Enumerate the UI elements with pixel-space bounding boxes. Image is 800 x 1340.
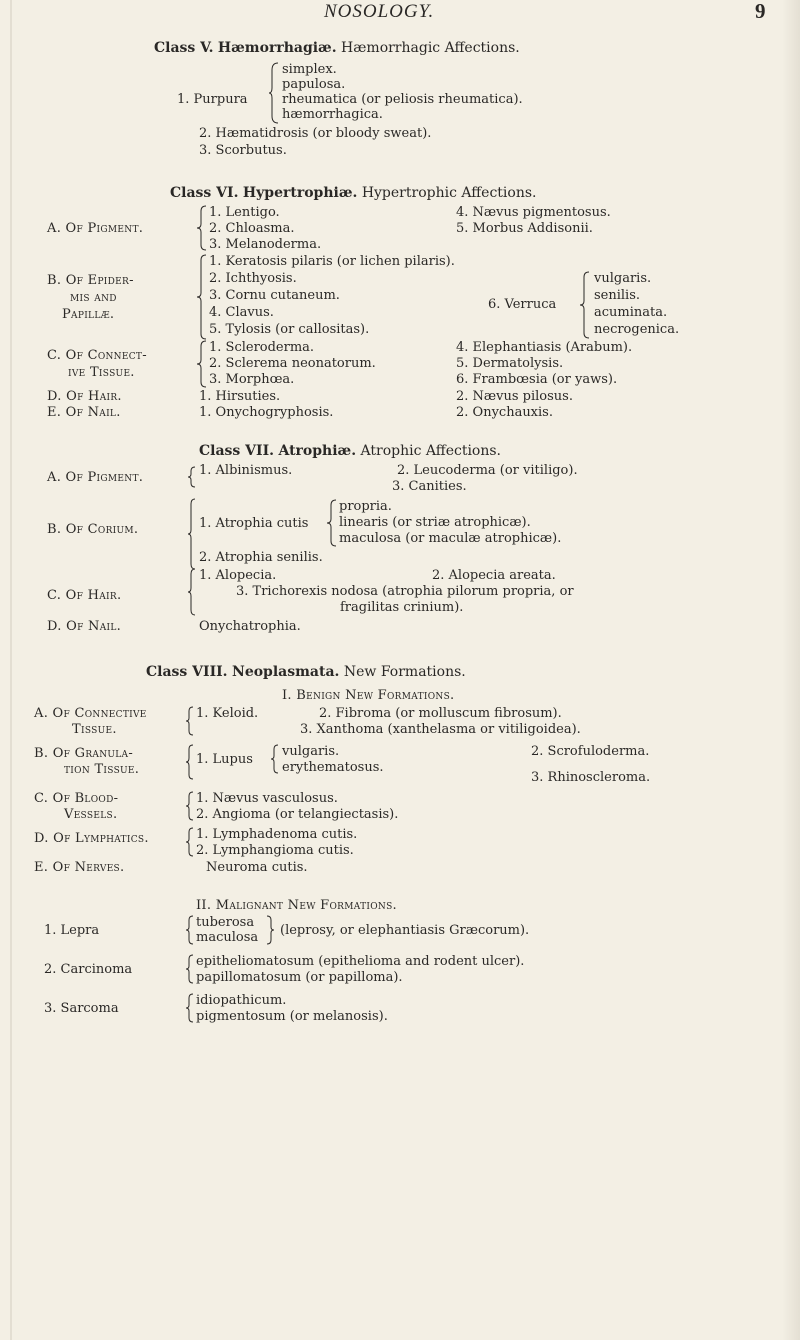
class7-alopecia-areata: 2. Alopecia areata.: [432, 568, 556, 583]
class6-verruca-senilis: senilis.: [594, 288, 641, 303]
class8-latin-title: Neoplasmata.: [232, 664, 340, 680]
class7-trichorexis-cont: fragilitas crinium).: [340, 600, 464, 615]
class8-b-brace: [186, 744, 194, 780]
class5-item1-brace: [269, 62, 279, 124]
class8-c-label-line2: Vessels.: [64, 807, 118, 822]
class8-carcinoma-brace: [186, 954, 194, 984]
class8-carcinoma-papillomatosum: papillomatosum (or papilloma).: [196, 970, 403, 985]
class8-lepra-maculosa: maculosa: [196, 930, 259, 945]
class6-framboesia: 6. Frambœsia (or yaws).: [456, 372, 618, 387]
class7-onychatrophia: Onychatrophia.: [199, 619, 301, 634]
class8-keloid: 1. Keloid.: [196, 706, 259, 721]
class8-b-label-line1: B. Of Granula-: [34, 746, 134, 761]
class6-heading: [170, 186, 536, 201]
class8-neuroma: Neuroma cutis.: [206, 860, 308, 875]
class6-verruca-brace: [580, 271, 590, 339]
class7-d-label: D. Of Nail.: [47, 619, 122, 634]
class8-fibroma: 2. Fibroma (or molluscum fibrosum).: [319, 706, 562, 721]
class6-keratosis: 1. Keratosis pilaris (or lichen pilaris).: [209, 254, 455, 269]
class6-english-title: Hypertrophic Affections.: [361, 185, 537, 201]
class5-purpura-rheumatica: rheumatica (or peliosis rheumatica).: [282, 92, 523, 107]
class8-class-number: Class VIII.: [146, 664, 228, 680]
class8-heading: [146, 665, 466, 680]
class7-canities: 3. Canities.: [392, 479, 467, 494]
class6-verruca: 6. Verruca: [488, 297, 557, 312]
class8-lepra-tuberosa: tuberosa: [196, 915, 255, 930]
class8-lepra-note: (leprosy, or elephantiasis Græcorum).: [280, 923, 530, 938]
class6-verruca-necrogenica: necrogenica.: [594, 322, 680, 337]
class8-lupus-brace: [271, 744, 279, 774]
class6-a-brace: [197, 205, 207, 251]
class7-maculosa: maculosa (or maculæ atrophicæ).: [339, 531, 562, 546]
class7-atrophia-senilis: 2. Atrophia senilis.: [199, 550, 323, 565]
class6-latin-title: Hypertrophiæ.: [242, 185, 358, 201]
class6-e-label: E. Of Nail.: [47, 405, 121, 420]
class7-a-brace: [188, 466, 196, 488]
page-edge-shadow: [782, 0, 800, 1340]
class8-a-label-line2: Tissue.: [72, 722, 117, 737]
class6-clavus: 4. Clavus.: [209, 305, 274, 320]
class8-sarcoma-brace: [186, 993, 194, 1023]
class8-rhinoscleroma: 3. Rhinoscleroma.: [531, 770, 651, 785]
class6-c-brace: [197, 340, 207, 388]
class7-c-label: C. Of Hair.: [47, 588, 122, 603]
class8-angioma: 2. Angioma (or telangiectasis).: [196, 807, 399, 822]
class6-tylosis: 5. Tylosis (or callositas).: [209, 322, 370, 337]
class6-d-label: D. Of Hair.: [47, 389, 122, 404]
class8-d-brace: [186, 827, 194, 857]
class8-a-label-line1: A. Of Connective: [34, 706, 147, 721]
class8-sarcoma: 3. Sarcoma: [44, 1001, 119, 1016]
class8-lupus: 1. Lupus: [196, 752, 253, 767]
class6-elephantiasis: 4. Elephantiasis (Arabum).: [456, 340, 633, 355]
class6-naevus-pigmentosus: 4. Nævus pigmentosus.: [456, 205, 611, 220]
class8-e-label: E. Of Nerves.: [34, 860, 125, 875]
class6-verruca-acuminata: acuminata.: [594, 305, 668, 320]
class8-english-title: New Formations.: [343, 664, 466, 680]
class5-purpura-papulosa: papulosa.: [282, 77, 346, 92]
class8-lepra-brace: [186, 915, 194, 945]
class7-heading: [199, 444, 501, 459]
class6-b-label-line1: B. Of Epider-: [47, 273, 134, 288]
class6-morphoea: 3. Morphœa.: [209, 372, 295, 387]
class6-chloasma: 2. Chloasma.: [209, 221, 295, 236]
class8-carcinoma-epitheliomatosum: epitheliomatosum (epithelioma and rodent ulcer).: [196, 954, 525, 969]
class6-scleroderma: 1. Scleroderma.: [209, 340, 315, 355]
page-number: 9: [755, 0, 766, 23]
class8-sarcoma-idiopathicum: idiopathicum.: [196, 993, 287, 1008]
class7-alopecia: 1. Alopecia.: [199, 568, 277, 583]
class8-lepra-close-brace: [266, 915, 274, 945]
class8-lepra: 1. Lepra: [44, 923, 100, 938]
class6-hirsuties: 1. Hirsuties.: [199, 389, 281, 404]
class5-latin-title: Hæmorrhagiæ.: [217, 40, 337, 56]
class7-linearis: linearis (or striæ atrophicæ).: [339, 515, 531, 530]
class8-a-brace: [186, 706, 194, 736]
class7-propria: propria.: [339, 499, 392, 514]
class6-dermatolysis: 5. Dermatolysis.: [456, 356, 564, 371]
class7-leucoderma: 2. Leucoderma (or vitiligo).: [397, 463, 578, 478]
class6-morbus-addisonii: 5. Morbus Addisonii.: [456, 221, 593, 236]
class7-latin-title: Atrophiæ.: [278, 443, 357, 459]
class8-d-label: D. Of Lymphatics.: [34, 831, 149, 846]
class6-naevus-pilosus: 2. Nævus pilosus.: [456, 389, 573, 404]
class6-a-label: A. Of Pigment.: [47, 221, 144, 236]
class5-heading: [154, 41, 520, 56]
page-gutter-shadow: [10, 0, 12, 1340]
class6-class-number: Class VI.: [170, 185, 239, 201]
class5-purpura-simplex: simplex.: [282, 62, 337, 77]
class8-scrofuloderma: 2. Scrofuloderma.: [531, 744, 650, 759]
class6-cornu-cutaneum: 3. Cornu cutaneum.: [209, 288, 340, 303]
class5-item3: 3. Scorbutus.: [199, 143, 287, 158]
class8-naevus-vasculosus: 1. Nævus vasculosus.: [196, 791, 338, 806]
class8-c-label-line1: C. Of Blood-: [34, 791, 119, 806]
class7-b-label: B. Of Corium.: [47, 522, 139, 537]
class8-benign-heading: I. Benign New Formations.: [282, 688, 455, 703]
class5-item1: 1. Purpura: [177, 92, 248, 107]
class5-class-number: Class V.: [154, 40, 214, 56]
class8-b-label-line2: tion Tissue.: [64, 762, 140, 777]
class8-c-brace: [186, 791, 194, 821]
class7-a-label: A. Of Pigment.: [47, 470, 144, 485]
running-title: NOSOLOGY.: [324, 1, 435, 22]
class8-malignant-heading: II. Malignant New Formations.: [196, 898, 397, 913]
class8-lupus-erythematosus: erythematosus.: [282, 760, 384, 775]
class6-b-label-line2: mis and: [70, 290, 117, 305]
class8-xanthoma: 3. Xanthoma (xanthelasma or vitiligoidea).: [300, 722, 581, 737]
class6-ichthyosis: 2. Ichthyosis.: [209, 271, 297, 286]
class8-lymphangioma: 2. Lymphangioma cutis.: [196, 843, 354, 858]
class7-english-title: Atrophic Affections.: [360, 443, 502, 459]
class7-class-number: Class VII.: [199, 443, 275, 459]
class6-verruca-vulgaris: vulgaris.: [594, 271, 652, 286]
class8-lymphadenoma: 1. Lymphadenoma cutis.: [196, 827, 358, 842]
class7-b-brace: [188, 498, 196, 570]
class7-c-brace: [188, 568, 196, 616]
class8-carcinoma: 2. Carcinoma: [44, 962, 133, 977]
class6-onychogryphosis: 1. Onychogryphosis.: [199, 405, 334, 420]
class8-sarcoma-pigmentosum: pigmentosum (or melanosis).: [196, 1009, 388, 1024]
class8-lupus-vulgaris: vulgaris.: [282, 744, 340, 759]
class5-english-title: Hæmorrhagic Affections.: [341, 40, 520, 56]
class6-b-brace: [197, 254, 207, 340]
class7-atrophia-cutis: 1. Atrophia cutis: [199, 516, 309, 531]
class6-c-label-line1: C. Of Connect-: [47, 348, 147, 363]
class5-item2: 2. Hæmatidrosis (or bloody sweat).: [199, 126, 432, 141]
class6-c-label-line2: ive Tissue.: [68, 365, 135, 380]
class6-sclerema: 2. Sclerema neonatorum.: [209, 356, 376, 371]
class6-melanoderma: 3. Melanoderma.: [209, 237, 322, 252]
class7-atrophia-cutis-brace: [327, 499, 337, 547]
class6-b-label-line3: Papillæ.: [62, 307, 115, 322]
class5-purpura-haemorrhagica: hæmorrhagica.: [282, 107, 383, 122]
class7-albinismus: 1. Albinismus.: [199, 463, 293, 478]
class7-trichorexis: 3. Trichorexis nodosa (atrophia pilorum propria, or: [236, 584, 574, 599]
class6-lentigo: 1. Lentigo.: [209, 205, 280, 220]
class6-onychauxis: 2. Onychauxis.: [456, 405, 553, 420]
